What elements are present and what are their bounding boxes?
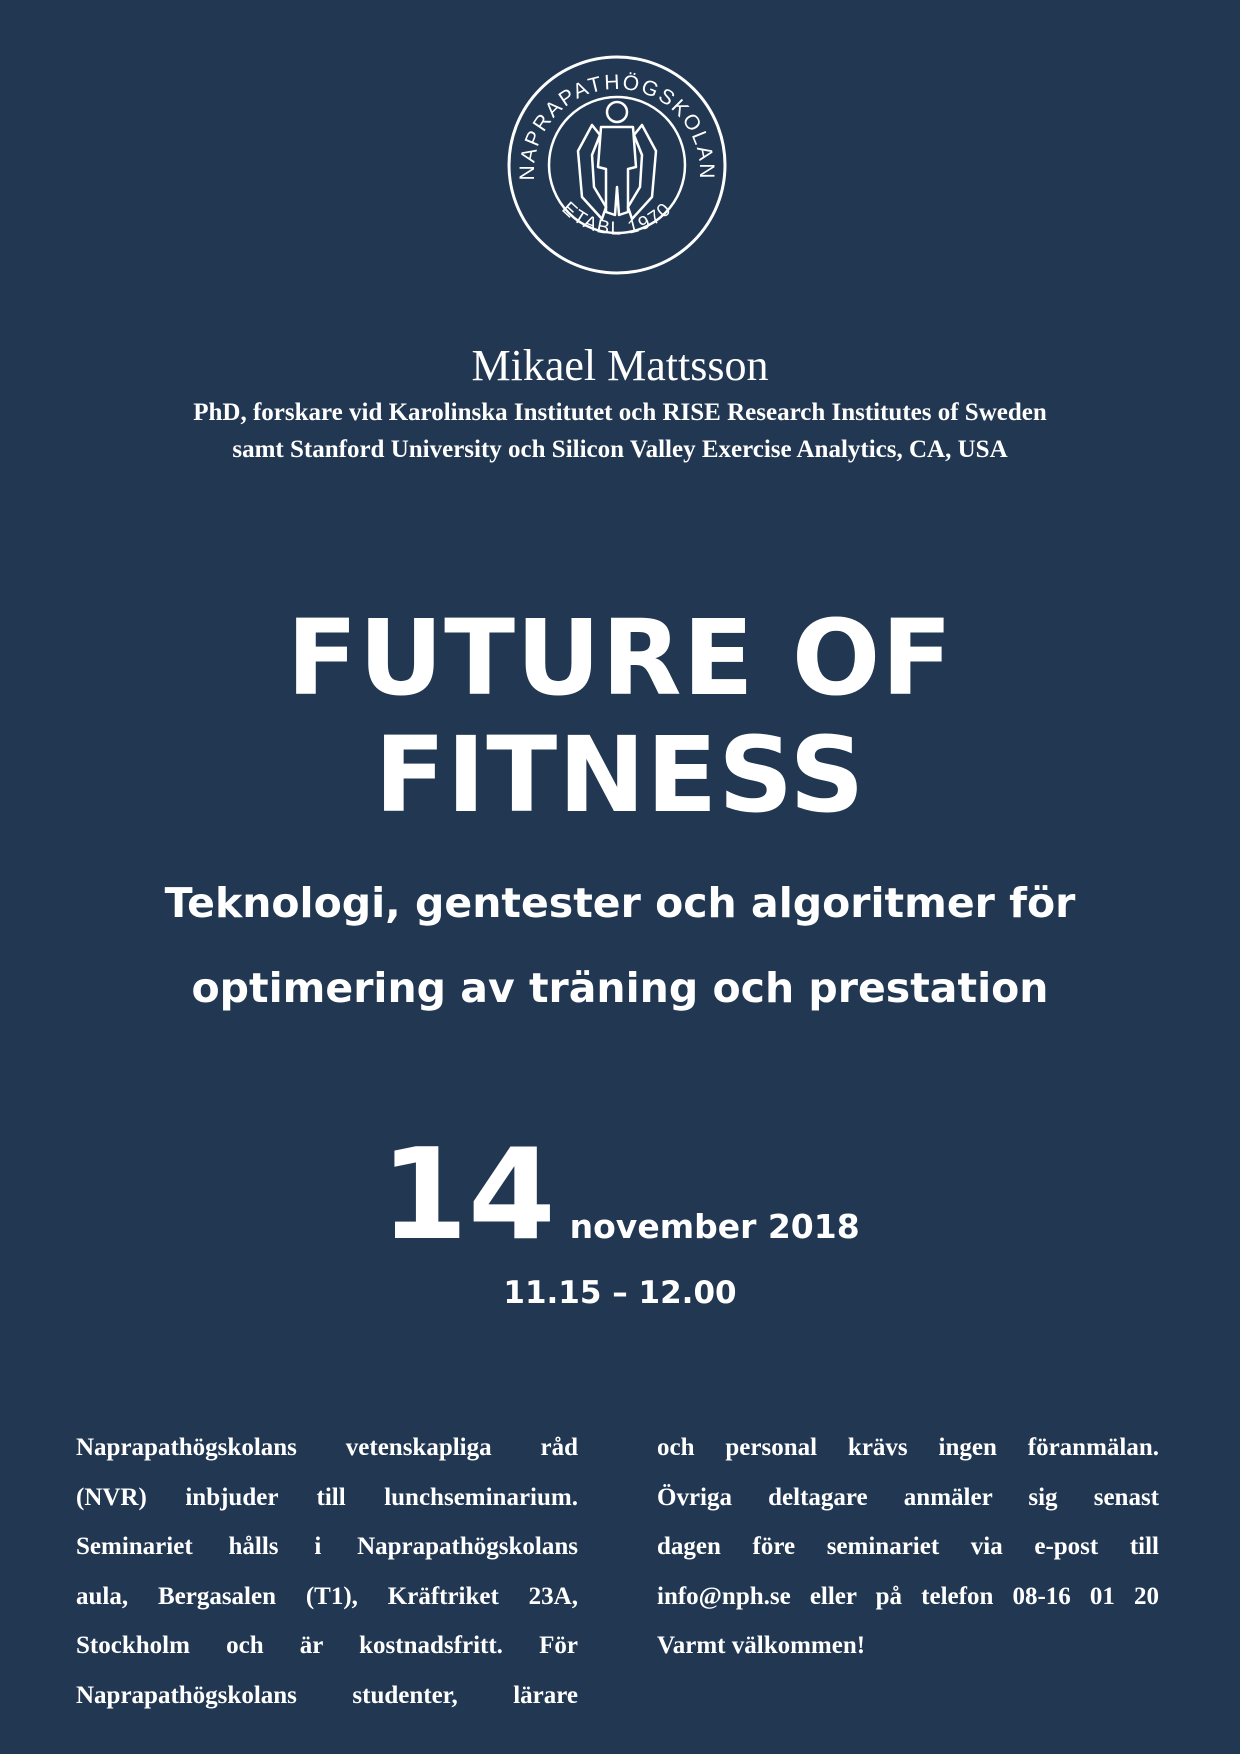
subtitle-line-2: optimering av träning och prestation: [191, 964, 1049, 1012]
logo-established-text: ETABL 1970: [557, 198, 677, 240]
body-line: aula, Bergasalen (T1), Kräftriket 23A,: [76, 1582, 578, 1610]
body-line: Stockholm och är kostnadsfritt. För: [76, 1632, 578, 1660]
event-day: 14: [380, 1121, 556, 1268]
school-logo: [506, 47, 728, 277]
welcome-line: Varmt välkommen!: [657, 1632, 866, 1660]
title-line-1: FUTURE OF: [286, 597, 954, 719]
body-line: Naprapathögskolans studenter, lärare: [76, 1681, 578, 1709]
speaker-name: Mikael Mattsson: [471, 341, 769, 390]
body-line: och personal krävs ingen föranmälan.: [657, 1434, 1159, 1461]
title-line-2: FITNESS: [374, 714, 866, 836]
event-date: [0, 1121, 1240, 1268]
body-text-left-column: [76, 1423, 578, 1721]
body-line: Övriga deltagare anmäler sig senast: [657, 1483, 1159, 1511]
figure-icon: [578, 102, 656, 219]
speaker-affiliation-line-2: samt Stanford University och Silicon Valley Exercise Analytics, CA, USA: [232, 436, 1008, 463]
body-line: Seminariet hålls i Naprapathögskolans: [76, 1533, 578, 1561]
svg-text:NAPRAPATHÖGSKOLAN: [516, 71, 718, 181]
event-time: 11.15 – 12.00: [503, 1275, 737, 1311]
event-month-year: november 2018: [569, 1207, 860, 1246]
body-line: (NVR) inbjuder till lunchseminarium.: [76, 1483, 578, 1511]
body-text-right-column: [657, 1423, 1159, 1671]
speaker-affiliation-line-1: PhD, forskare vid Karolinska Institutet och RISE Research Institutes of Sweden: [193, 399, 1047, 426]
contact-line: info@nph.se eller på telefon 08-16 01 20: [657, 1582, 1159, 1610]
naprapathogskolan-seal-icon: [506, 47, 728, 277]
body-line: dagen före seminariet via e-post till: [657, 1533, 1159, 1561]
logo-ring-text: NAPRAPATHÖGSKOLAN: [515, 70, 719, 181]
body-line: Naprapathögskolans vetenskapliga råd: [76, 1434, 578, 1461]
subtitle-line-1: Teknologi, gentester och algoritmer för: [164, 879, 1076, 927]
